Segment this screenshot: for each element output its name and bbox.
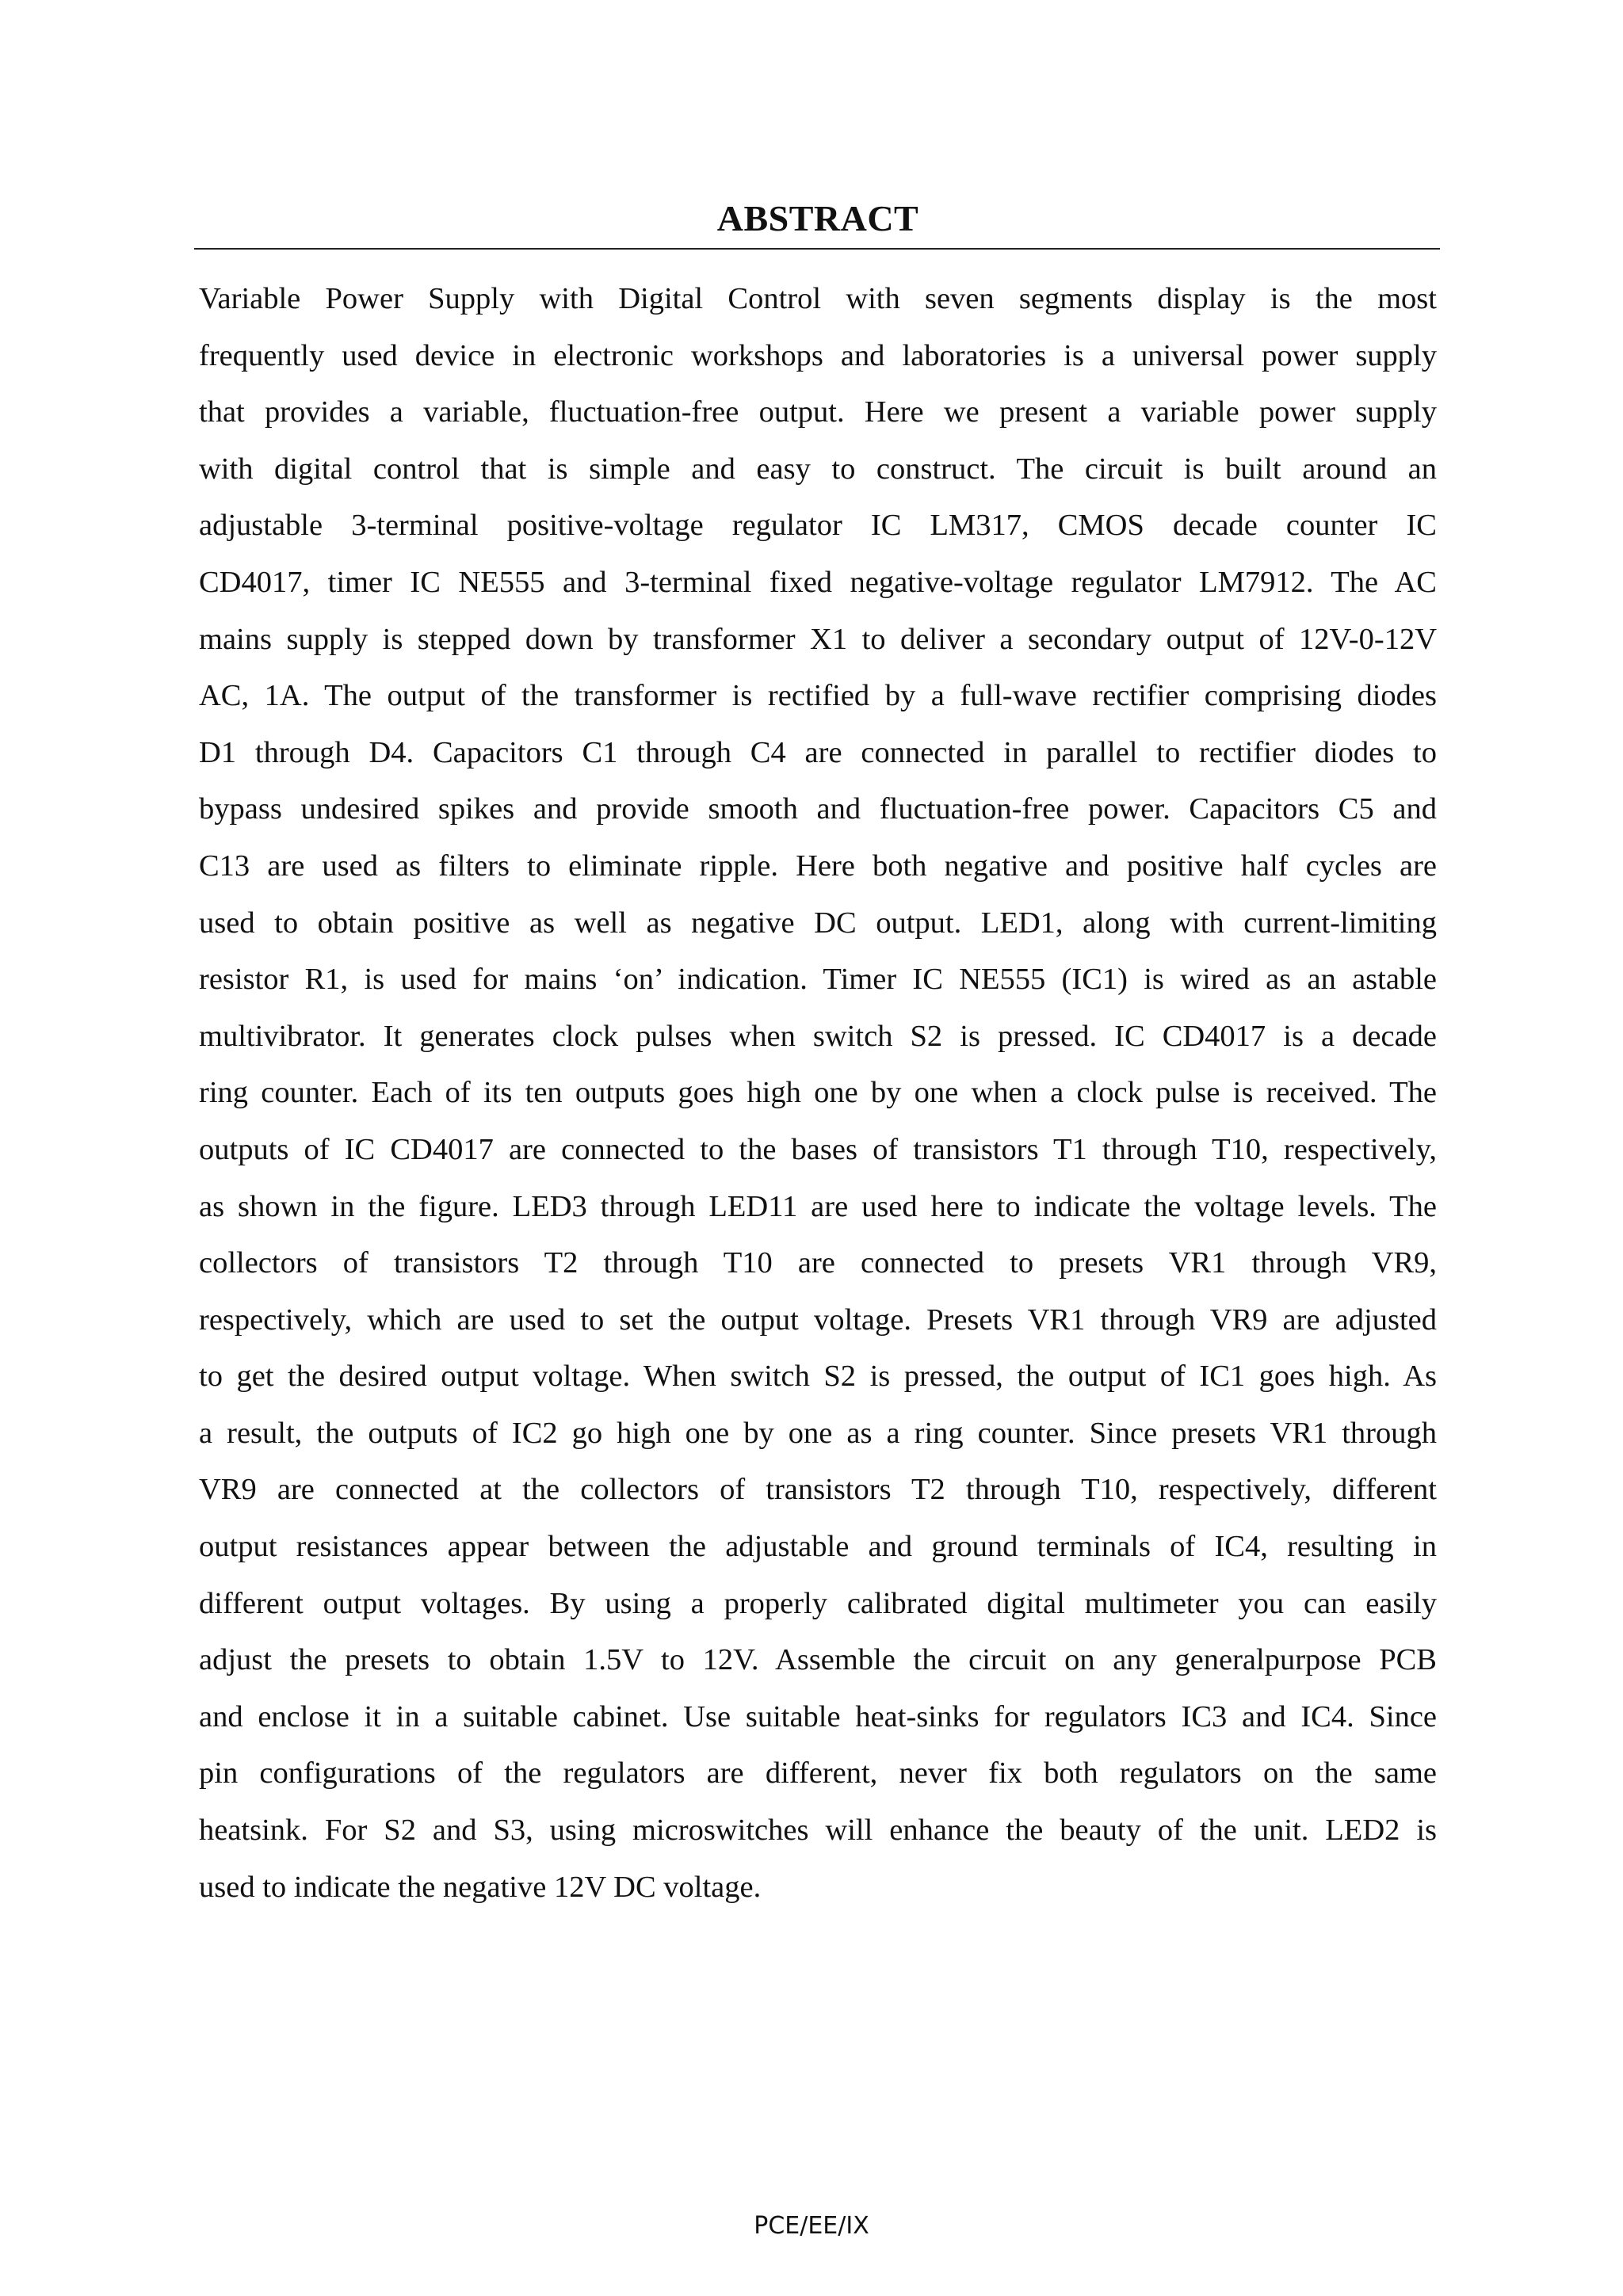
abstract-body	[199, 271, 1437, 1916]
abstract-line: with digital control that is simple and easy to construct. The circuit is built around an	[199, 452, 1437, 486]
abstract-line: C13 are used as filters to eliminate ripple. Here both negative and positive half cycles are	[199, 849, 1437, 883]
page-title: ABSTRACT	[716, 198, 919, 238]
abstract-line: resistor R1, is used for mains ‘on’ indication. Timer IC NE555 (IC1) is wired as an astable	[199, 963, 1437, 997]
abstract-line: different output voltages. By using a properly calibrated digital multimeter you can easily	[199, 1586, 1437, 1620]
abstract-line: collectors of transistors T2 through T10 are connected to presets VR1 through VR9,	[199, 1246, 1437, 1280]
abstract-line: respectively, which are used to set the output voltage. Presets VR1 through VR9 are adjusted	[199, 1302, 1437, 1337]
abstract-line: multivibrator. It generates clock pulses when switch S2 is pressed. IC CD4017 is a decade	[199, 1019, 1437, 1053]
abstract-line: used to indicate the negative 12V DC voltage.	[199, 1870, 762, 1904]
abstract-line: pin configurations of the regulators are different, never fix both regulators on the same	[199, 1756, 1437, 1791]
abstract-line: AC, 1A. The output of the transformer is rectified by a full-wave rectifier comprising diodes	[199, 679, 1437, 713]
abstract-line: bypass undesired spikes and provide smooth and fluctuation-free power. Capacitors C5 and	[199, 792, 1437, 826]
abstract-line: as shown in the figure. LED3 through LED11 are used here to indicate the voltage levels. The	[199, 1189, 1437, 1223]
abstract-line: used to obtain positive as well as negative DC output. LED1, along with current-limiting	[199, 906, 1437, 940]
abstract-line: a result, the outputs of IC2 go high one by one as a ring counter. Since presets VR1 through	[199, 1416, 1437, 1450]
abstract-line: that provides a variable, fluctuation-free output. Here we present a variable power supply	[199, 395, 1437, 429]
page-footer: PCE/EE/IX	[754, 2212, 869, 2240]
abstract-line: output resistances appear between the adjustable and ground terminals of IC4, resulting in	[199, 1530, 1437, 1564]
abstract-line: mains supply is stepped down by transformer X1 to deliver a secondary output of 12V-0-12V	[199, 622, 1437, 656]
abstract-line: ring counter. Each of its ten outputs goes high one by one when a clock pulse is received. The	[199, 1076, 1437, 1110]
abstract-line: outputs of IC CD4017 are connected to the bases of transistors T1 through T10, respectively,	[199, 1132, 1437, 1166]
abstract-line: adjust the presets to obtain 1.5V to 12V. Assemble the circuit on any generalpurpose PCB	[199, 1643, 1437, 1677]
abstract-line: frequently used device in electronic workshops and laboratories is a universal power supply	[199, 338, 1437, 372]
abstract-line: adjustable 3-terminal positive-voltage regulator IC LM317, CMOS decade counter IC	[199, 509, 1437, 543]
abstract-line: CD4017, timer IC NE555 and 3-terminal fixed negative-voltage regulator LM7912. The AC	[199, 565, 1437, 599]
abstract-line: and enclose it in a suitable cabinet. Use suitable heat-sinks for regulators IC3 and IC4. Since	[199, 1699, 1437, 1733]
title-underline	[194, 248, 1440, 250]
abstract-line: VR9 are connected at the collectors of transistors T2 through T10, respectively, different	[199, 1473, 1437, 1507]
abstract-line: Variable Power Supply with Digital Control with seven segments display is the most	[199, 282, 1437, 315]
abstract-line: D1 through D4. Capacitors C1 through C4 are connected in parallel to rectifier diodes to	[199, 735, 1437, 769]
abstract-line: to get the desired output voltage. When switch S2 is pressed, the output of IC1 goes high. As	[199, 1360, 1437, 1394]
abstract-line: heatsink. For S2 and S3, using microswitches will enhance the beauty of the unit. LED2 is	[199, 1814, 1437, 1848]
